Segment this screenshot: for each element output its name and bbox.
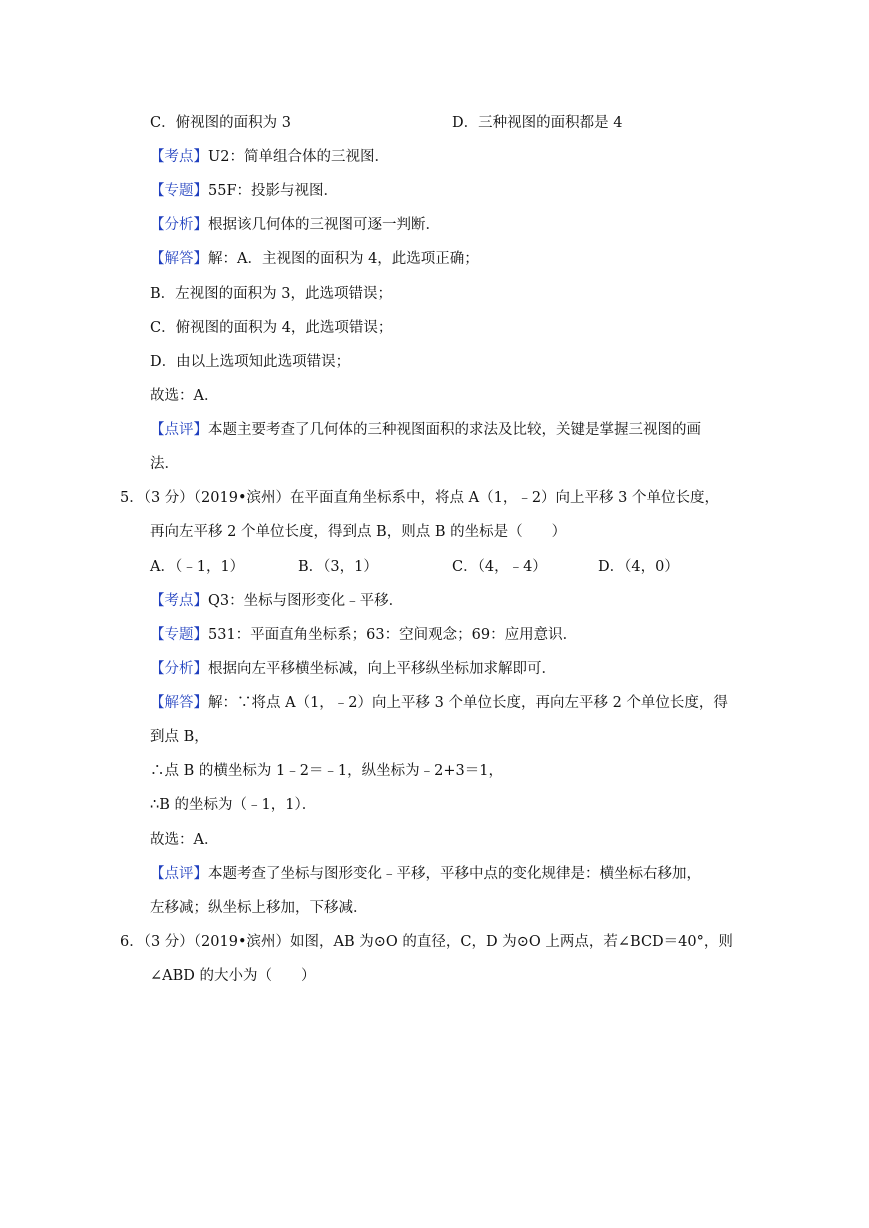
option-c: C．俯视图的面积为 3 — [150, 115, 291, 131]
q5-fenxi-text: 根据向左平移横坐标减，向上平移纵坐标加求解即可． — [208, 661, 556, 677]
q5-jieda-line-2: 到点 B， — [150, 729, 209, 745]
q5-kaodian-line — [150, 591, 403, 611]
dianping-text: 本题主要考查了几何体的三种视图面积的求法及比较，关键是掌握三视图的画 — [208, 422, 701, 438]
q5-step-2: ∴B 的坐标为（﹣1，1）． — [150, 797, 317, 813]
q5-kaodian-text: Q3：坐标与图形变化﹣平移． — [208, 593, 404, 609]
q5-dianping-text: 本题考查了坐标与图形变化﹣平移，平移中点的变化规律是：横坐标右移加， — [208, 866, 701, 882]
dianping-tag: 【点评】 — [150, 422, 208, 438]
solution-step-b: B．左视图的面积为 3，此选项错误； — [150, 286, 392, 302]
fenxi-line — [150, 215, 440, 235]
q5-option-a: A．（﹣1，1） — [150, 559, 245, 575]
q6-stem-line-1: 6．（3 分）（2019•滨州）如图，AB 为⊙O 的直径，C，D 为⊙O 上两点，若∠BCD＝40°，则 — [120, 934, 733, 950]
zhuanti-tag: 【专题】 — [150, 183, 208, 199]
fenxi-tag: 【分析】 — [150, 217, 208, 233]
solution-step-d: D．由以上选项知此选项错误； — [150, 354, 351, 370]
kaodian-text: U2：简单组合体的三视图． — [208, 149, 389, 165]
zhuanti-text: 55F：投影与视图． — [208, 183, 339, 199]
kaodian-tag: 【考点】 — [150, 149, 208, 165]
q5-zhuanti-tag: 【专题】 — [150, 627, 208, 643]
q5-zhuanti-text: 531：平面直角坐标系；63：空间观念；69：应用意识． — [208, 627, 578, 643]
q5-fenxi-line — [150, 659, 556, 679]
q5-kaodian-tag: 【考点】 — [150, 593, 208, 609]
q5-step-1: ∴点 B 的横坐标为 1﹣2＝﹣1，纵坐标为﹣2+3＝1， — [150, 763, 503, 779]
q5-dianping-tag: 【点评】 — [150, 866, 208, 882]
q5-stem-line-2: 再向左平移 2 个单位长度，得到点 B，则点 B 的坐标是（ ） — [150, 524, 567, 540]
q5-fenxi-tag: 【分析】 — [150, 661, 208, 677]
q5-jieda-tag: 【解答】 — [150, 695, 208, 711]
q5-answer-line: 故选：A． — [150, 832, 219, 848]
q5-option-d: D．（4，0） — [598, 559, 679, 575]
option-d: D．三种视图的面积都是 4 — [452, 115, 623, 131]
jieda-tag: 【解答】 — [150, 251, 208, 267]
dianping-line — [150, 420, 701, 440]
q5-dianping-line-2: 左移减；纵坐标上移加，下移减． — [150, 900, 368, 916]
q5-zhuanti-line — [150, 625, 577, 645]
jieda-line — [150, 249, 479, 269]
answer-line: 故选：A． — [150, 388, 219, 404]
q5-dianping-line — [150, 864, 701, 884]
q5-stem-line-1: 5．（3 分）（2019•滨州）在平面直角坐标系中，将点 A（1，﹣2）向上平移 3 个单位长度， — [120, 490, 719, 506]
fenxi-text: 根据该几何体的三视图可逐一判断． — [208, 217, 440, 233]
kaodian-line — [150, 147, 389, 167]
zhuanti-line — [150, 181, 338, 201]
q5-jieda-line — [150, 693, 728, 713]
solution-step-c: C．俯视图的面积为 4，此选项错误； — [150, 320, 393, 336]
dianping-line-2: 法． — [150, 456, 179, 472]
q5-option-b: B．（3，1） — [298, 559, 378, 575]
q5-option-c: C．（4，﹣4） — [452, 559, 547, 575]
q5-jieda-text: 解：∵将点 A（1，﹣2）向上平移 3 个单位长度，再向左平移 2 个单位长度，得 — [208, 695, 728, 711]
q6-stem-line-2: ∠ABD 的大小为（ ） — [150, 968, 316, 984]
jieda-text: 解：A．主视图的面积为 4，此选项正确； — [208, 251, 479, 267]
